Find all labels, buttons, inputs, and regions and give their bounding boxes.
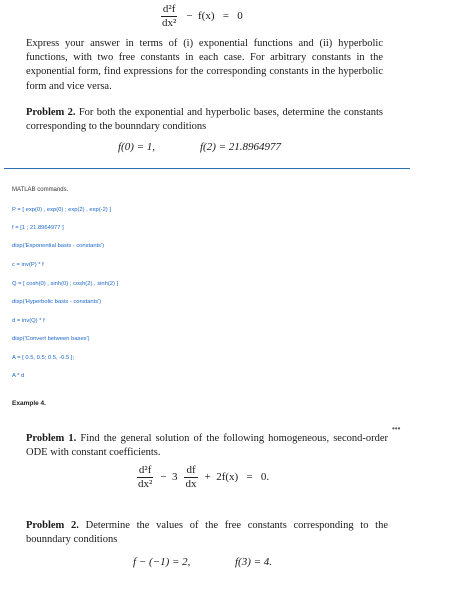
problem-heading: Problem 2. [26, 520, 79, 531]
ode-equation [136, 462, 269, 492]
fraction-denominator: dx² [138, 477, 153, 490]
matlab-line: A * d [12, 373, 25, 379]
problem-text: Determine the values of the free constants corresponding to the bounndary conditions [26, 520, 388, 546]
express-paragraph: Express your answer in terms of (i) exponential functions and (ii) hyperbolic functions, with two free constants in each case. For arbitrary constants in the exponential form, find expressions for the corresponding constants in the hyperbolic form and vice versa. [26, 38, 383, 92]
top-equation [160, 0, 243, 32]
equation-term: − 3 [160, 471, 178, 483]
bc-left: f − (−1) = 2, [133, 556, 191, 568]
problem-text: Find the general solution of the following homogeneous, second-order ODE with constant coefficients. [26, 433, 389, 459]
bc-right: f(3) = 4. [235, 556, 273, 568]
first-derivative-fraction [184, 465, 199, 490]
equation-rest: − f(x) = 0 [186, 10, 243, 22]
fraction-denominator: dx [185, 477, 197, 490]
problem2-first [26, 106, 383, 134]
matlab-line: disp('Convert between bases') [12, 336, 90, 342]
second-derivative-fraction [136, 465, 154, 490]
equation-rest: + 2f(x) = 0. [204, 471, 270, 483]
boundary-conditions-2 [133, 556, 433, 570]
second-derivative-fraction [160, 4, 178, 29]
matlab-line: Q = [ cosh(0) , sinh(0) ; cosh(2) , sinh(2) ] [12, 281, 119, 287]
bc-right: f(2) = 21.8964977 [200, 141, 282, 153]
section-divider [4, 168, 410, 169]
matlab-line: P = [ exp(0) , exp(0) ; exp(2) , exp(-2) ] [12, 207, 111, 213]
matlab-line: A = [ 0.5, 0.5; 0.5, -0.5 ]; [12, 355, 75, 361]
boundary-conditions-1 [118, 141, 418, 155]
example-label: Example 4. [12, 400, 46, 407]
problem2-second [26, 519, 388, 547]
matlab-line: disp('Hyperbolic basis - constants') [12, 299, 102, 305]
problem1 [26, 432, 388, 460]
matlab-line: d = inv(Q) * f [12, 318, 45, 324]
matlab-label: MATLAB commands. [12, 187, 69, 193]
fraction-denominator: dx² [162, 16, 177, 29]
matlab-line: disp('Exponential basis - constants') [12, 243, 105, 249]
matlab-line: f = [1 ; 21.8964977 ] [12, 225, 64, 231]
fraction-numerator: d²f [138, 463, 152, 476]
problem-heading: Problem 2. [26, 107, 76, 118]
problem-text: For both the exponential and hyperbolic bases, determine the constants corresponding to the bounndary conditions [26, 107, 383, 133]
fraction-numerator: d²f [162, 2, 176, 15]
more-options-icon[interactable]: ••• [392, 424, 401, 433]
bc-left: f(0) = 1, [118, 141, 156, 153]
matlab-line: c = inv(P) * f [12, 262, 44, 268]
fraction-numerator: df [186, 463, 196, 476]
problem-heading: Problem 1. [26, 433, 77, 444]
